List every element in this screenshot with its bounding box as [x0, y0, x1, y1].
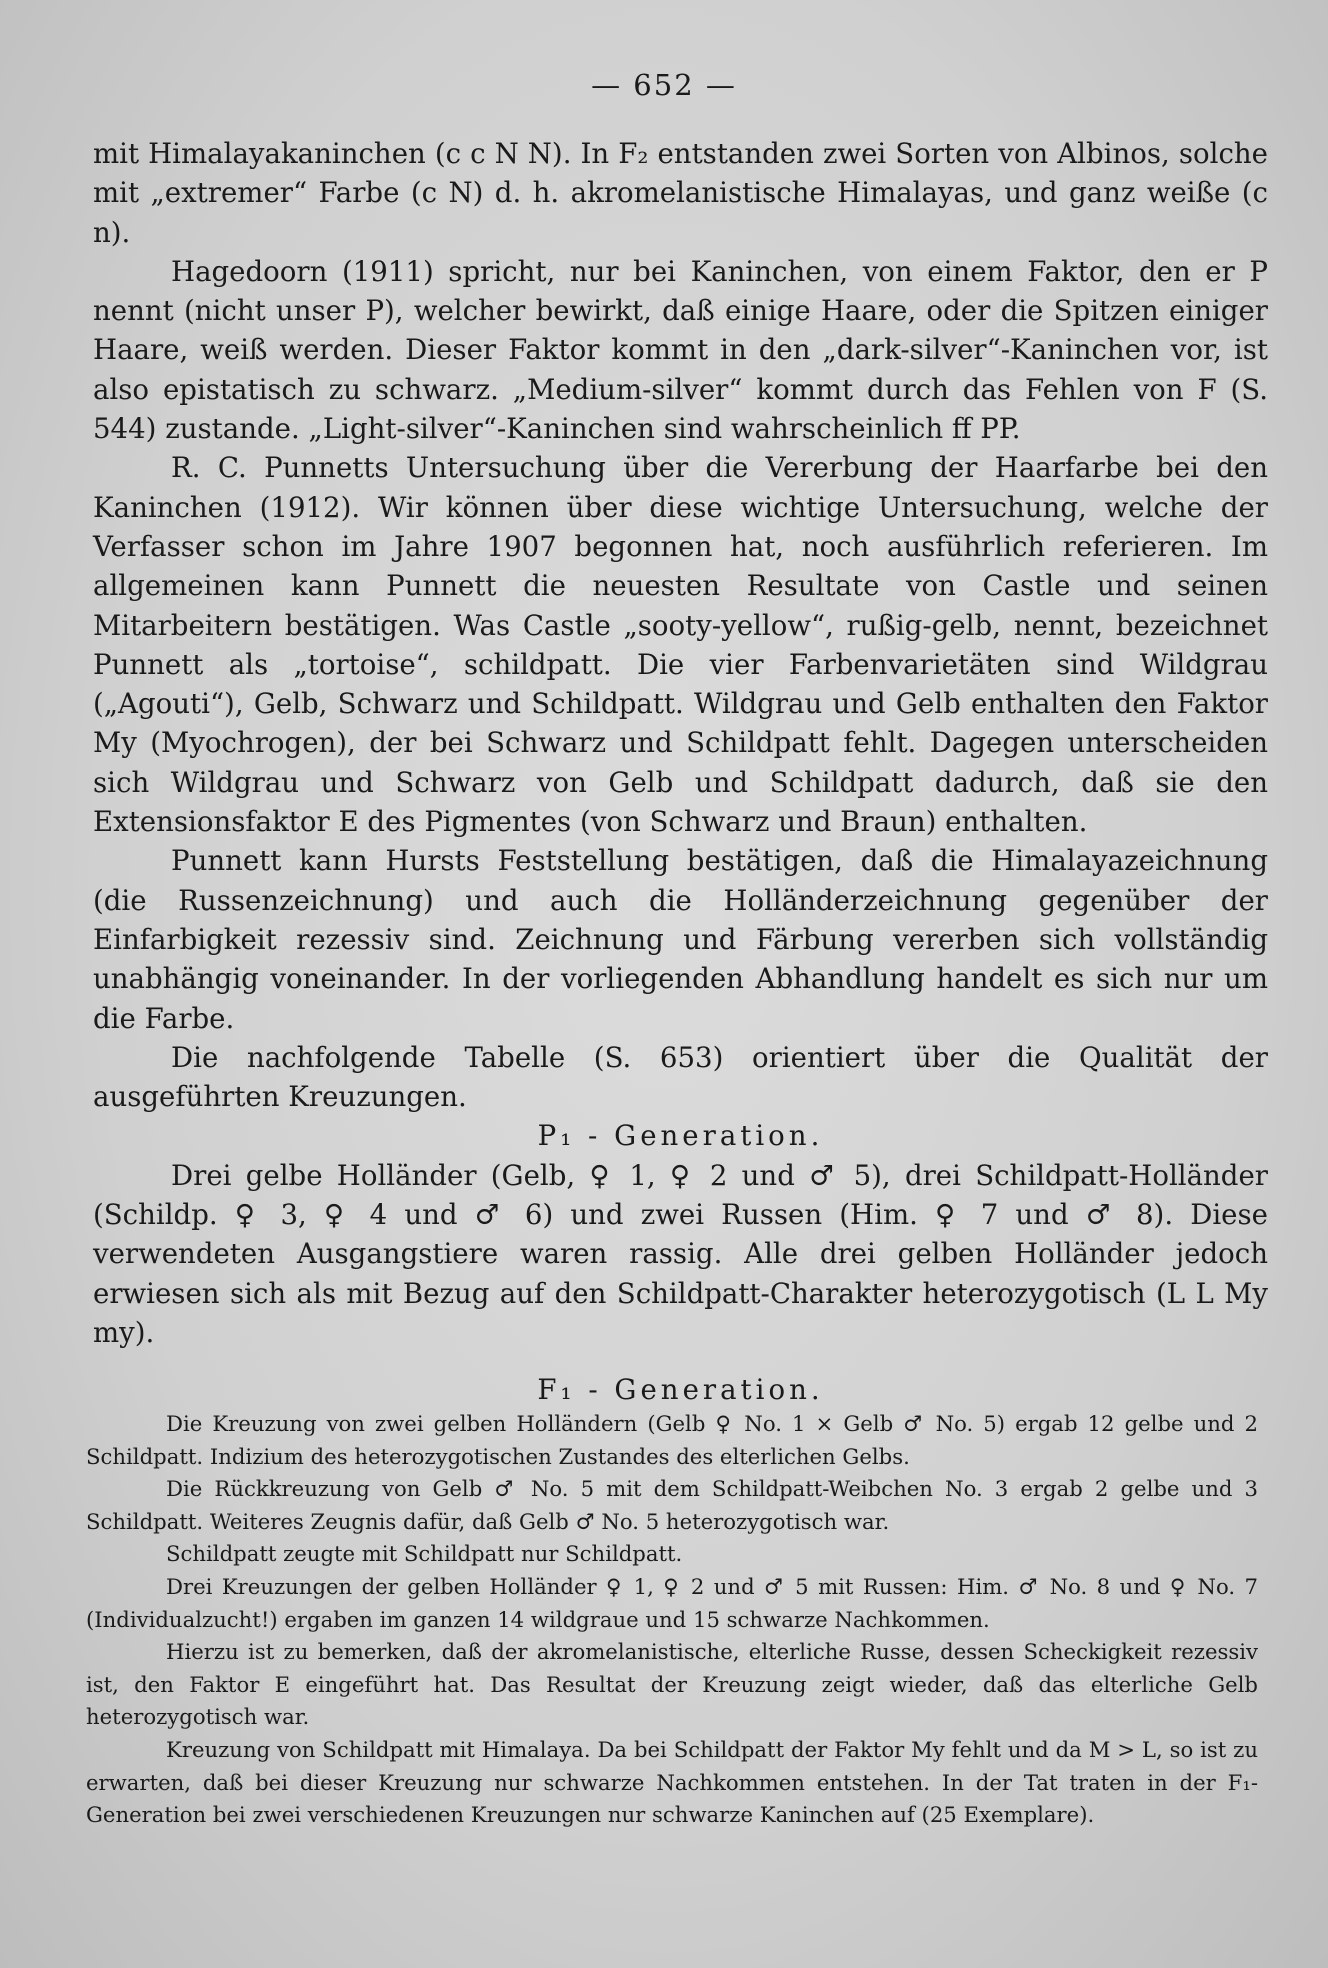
small-paragraph-rueckkreuzung: Die Rückkreuzung von Gelb ♂ No. 5 mit dem Schildpatt-Weibchen No. 3 ergab 2 gelbe und 3 Schildpatt. Weiteres Zeugnis dafür, daß Gelb ♂ No. 5 heterozygotisch war.	[86, 1476, 1258, 1534]
small-paragraph-himalaya: Kreuzung von Schildpatt mit Himalaya. Da bei Schildpatt der Faktor My fehlt und da M > L, so ist zu erwarten, daß bei dieser Kreuzung nur schwarze Nachkommen entstehen. In der Tat traten in der F₁-Generation bei zwei verschiedenen Kreuzungen nur schwarze Kaninchen auf (25 Exemplare).	[86, 1736, 1258, 1828]
paragraph-p1: Drei gelbe Holländer (Gelb, ♀ 1, ♀ 2 und ♂ 5), drei Schildpatt-Holländer (Schildp. ♀ 3, ♀ 4 und ♂ 6) und zwei Russen (Him. ♀ 7 und ♂ 8). Diese verwendeten Ausgangstiere waren rassig. Alle drei gelben Holländer jedoch erwiesen sich als mit Bezug auf den Schildpatt-Charakter heterozygotisch (L L My my).	[93, 1158, 1268, 1349]
main-text	[93, 134, 1268, 1410]
paragraph-himalaya: mit Himalayakaninchen (c c N N). In F₂ entstanden zwei Sorten von Albinos, solche mit „extremer“ Farbe (c N) d. h. akromelanistische Himalayas, und ganz weiße (c n).	[93, 137, 1268, 249]
paragraph-tabelle: Die nachfolgende Tabelle (S. 653) orientiert über die Qualität der ausgeführten Kreuzungen.	[93, 1040, 1268, 1114]
paragraph-hagedoorn: Hagedoorn (1911) spricht, nur bei Kaninchen, von einem Faktor, den er P nennt (nicht unser P), welcher bewirkt, daß einige Haare, oder die Spitzen einiger Haare, weiß werden. Dieser Faktor kommt in den „dark-silver“-Kaninchen vor, ist also epistatisch zu schwarz. „Medium-silver“ kommt durch das Fehlen von F (S. 544) zustande. „Light-silver“-Kaninchen sind wahrscheinlich ff PP.	[93, 254, 1268, 446]
page-number: — 652 —	[591, 68, 737, 102]
small-paragraph-bemerkung: Hierzu ist zu bemerken, daß der akromelanistische, elterliche Russe, dessen Scheckigkeit rezessiv ist, den Faktor E eingeführt hat. Das Resultat der Kreuzung zeigt wieder, daß das elterliche Gelb heterozygotisch war.	[86, 1639, 1258, 1730]
small-print-section	[86, 1408, 1258, 1832]
heading-f1-generation: F₁ - Generation.	[537, 1373, 824, 1407]
small-paragraph-russen: Drei Kreuzungen der gelben Holländer ♀ 1, ♀ 2 und ♂ 5 mit Russen: Him. ♂ No. 8 und ♀ No. 7 (Individualzucht!) ergaben im ganzen 14 wildgraue und 15 schwarze Nachkommen.	[86, 1573, 1258, 1632]
paragraph-punnett: R. C. Punnetts Untersuchung über die Vererbung der Haarfarbe bei den Kaninchen (1912). Wir können über diese wichtige Untersuchung, welche der Verfasser schon im Jahre 1907 begonnen hat, noch ausführlich referieren. Im allgemeinen kann Punnett die neuesten Resultate von Castle und seinen Mitarbeitern bestätigen. Was Castle „sooty-yellow“, rußig-gelb, nennt, bezeichnet Punnett als „tortoise“, schildpatt. Die vier Farbenvarietäten sind Wildgrau („Agouti“), Gelb, Schwarz und Schildpatt. Wildgrau und Gelb enthalten den Faktor My (Myochrogen), der bei Schwarz und Schildpatt fehlt. Dagegen unterscheiden sich Wildgrau und Schwarz von Gelb und Schildpatt dadurch, daß sie den Extensionsfaktor E des Pigmentes (von Schwarz und Braun) enthalten.	[93, 451, 1268, 839]
small-paragraph-schildpatt: Schildpatt zeugte mit Schildpatt nur Schildpatt.	[166, 1541, 683, 1567]
heading-p1-generation: P₁ - Generation.	[537, 1119, 824, 1153]
paragraph-hurst: Punnett kann Hursts Feststellung bestätigen, daß die Himalayazeichnung (die Russenzeichnung) und auch die Holländerzeichnung gegenüber der Einfarbigkeit rezessiv sind. Zeichnung und Färbung vererben sich vollständig unabhängig voneinander. In der vorliegenden Abhandlung handelt es sich nur um die Farbe.	[93, 844, 1268, 1035]
small-paragraph-kreuzung: Die Kreuzung von zwei gelben Holländern (Gelb ♀ No. 1 × Gelb ♂ No. 5) ergab 12 gelbe und 2 Schildpatt. Indizium des heterozygotischen Zustandes des elterlichen Gelbs.	[86, 1411, 1258, 1469]
